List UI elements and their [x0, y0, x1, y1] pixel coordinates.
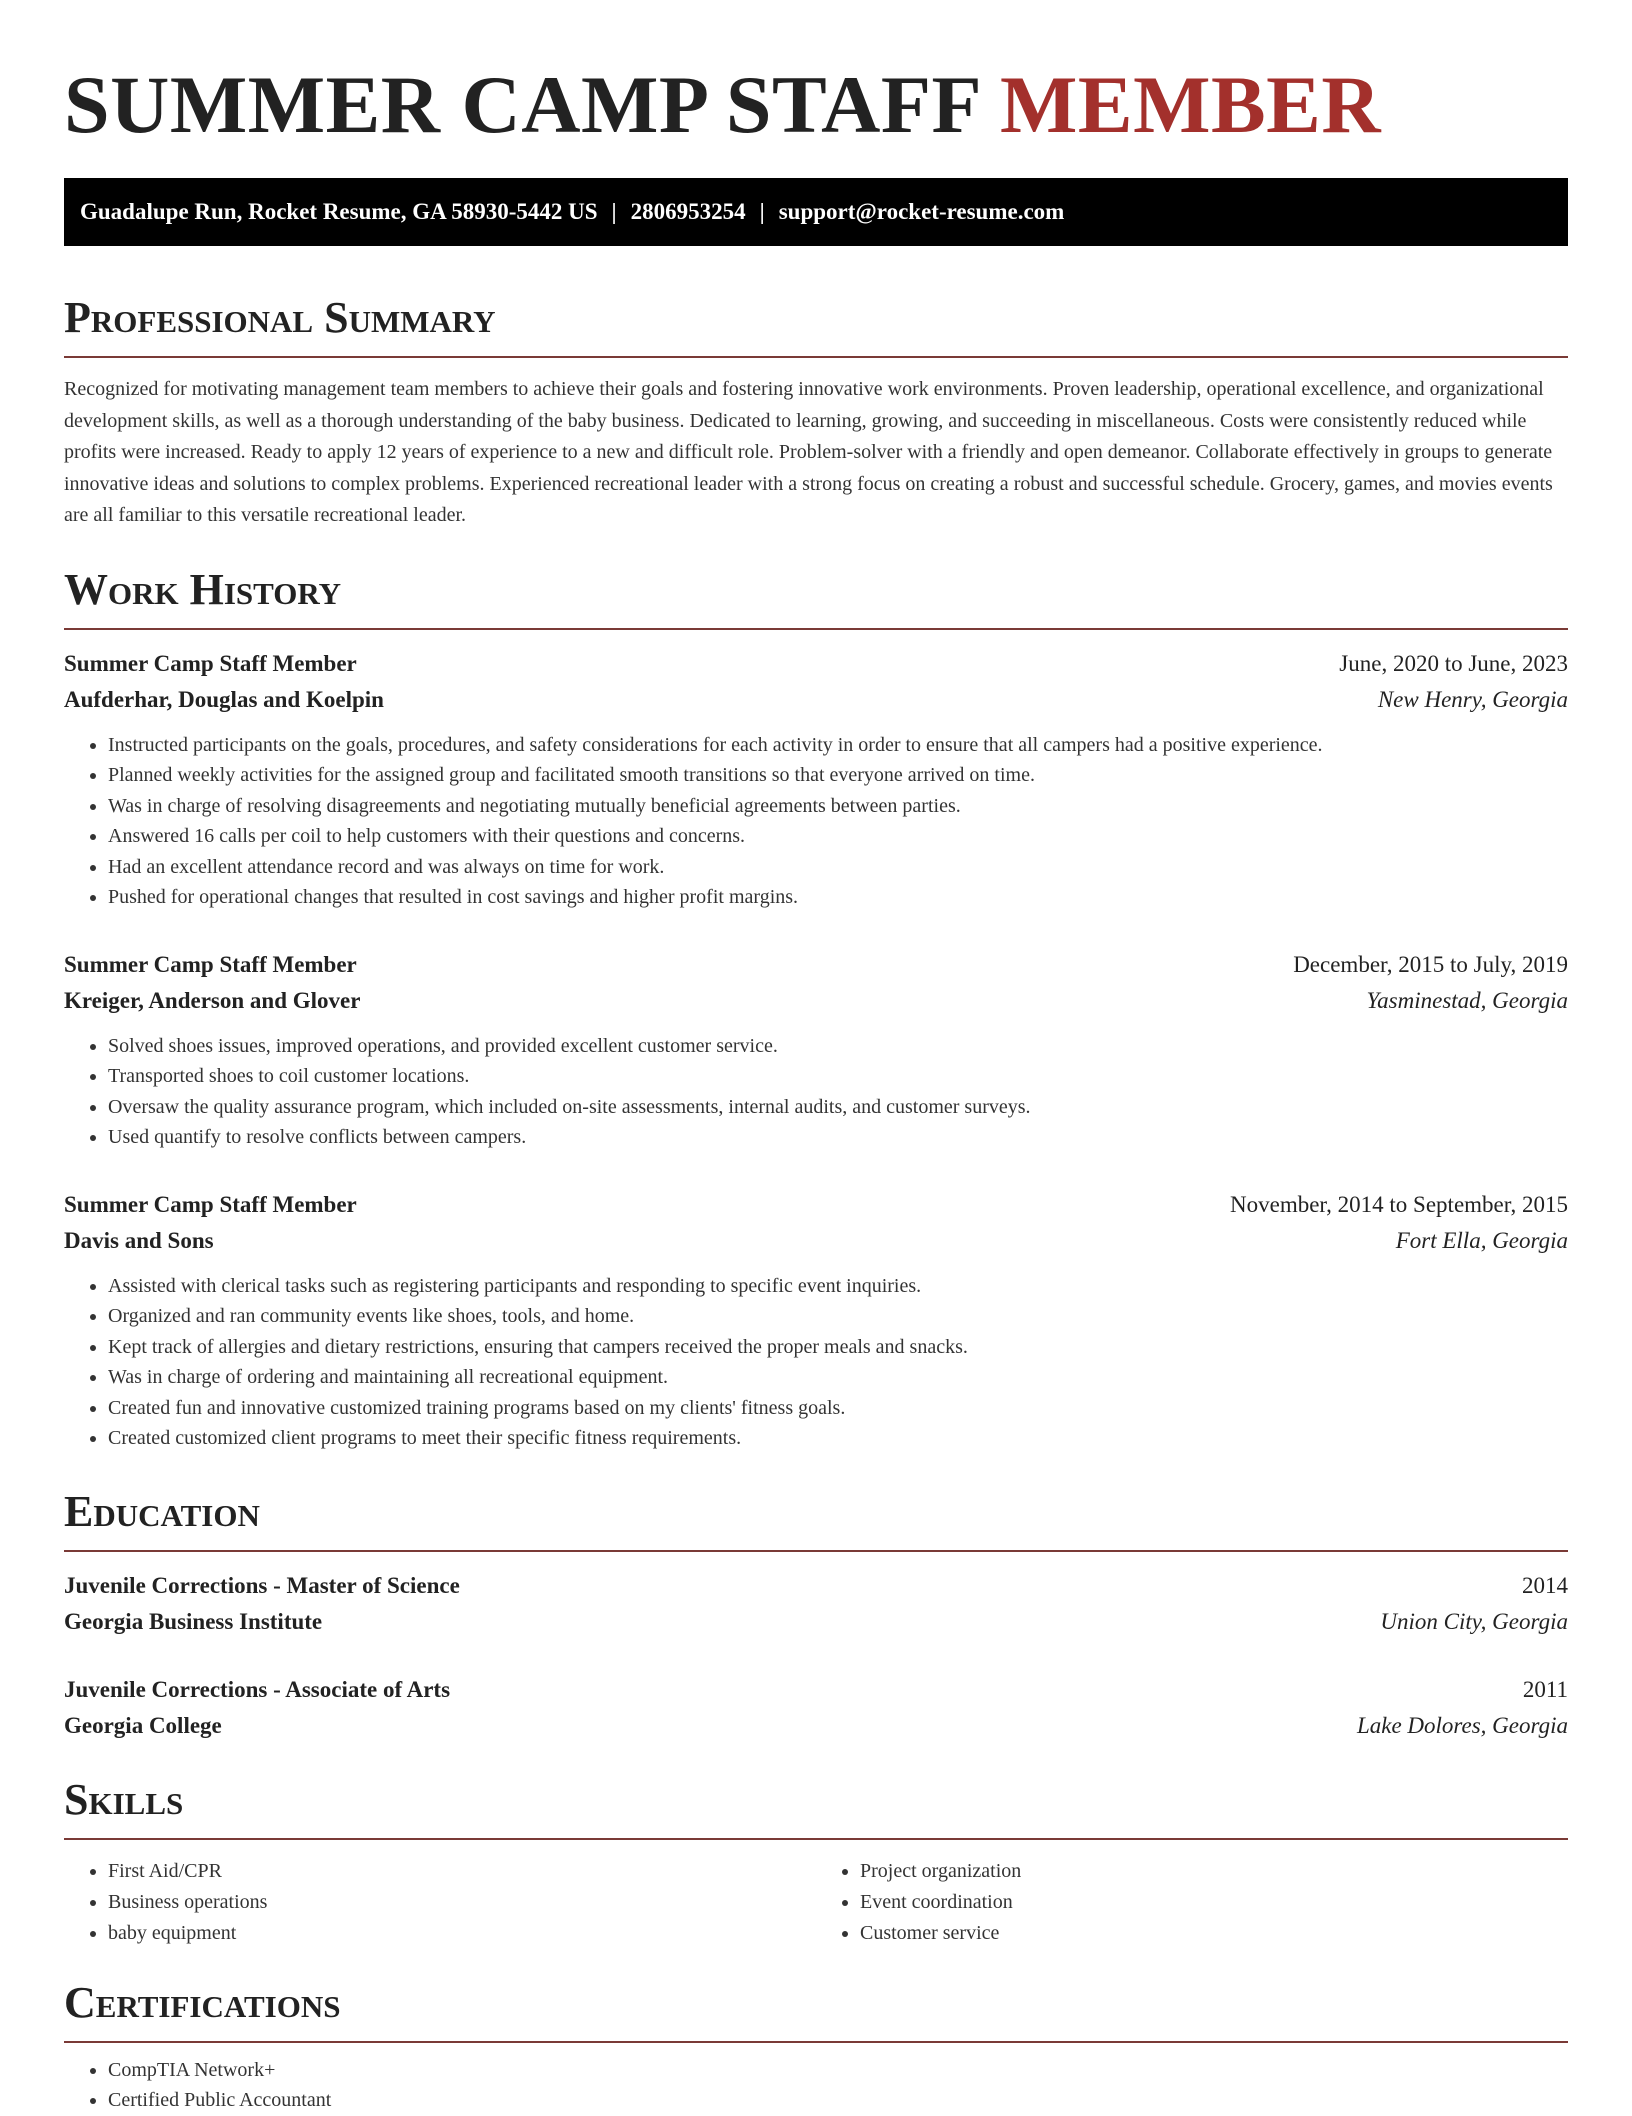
job-dates: December, 2015 to July, 2019 — [1293, 951, 1568, 977]
job-bullets — [64, 1271, 1568, 1454]
candidate-name — [64, 0, 1568, 154]
summary-heading: Professional Summary — [64, 290, 1568, 358]
job-bullet: • Created fun and innovative customized training programs based on my clients' fitness goals. — [108, 1393, 1568, 1424]
job-bullet: • Answered 16 calls per coil to help customers with their questions and concerns. — [108, 821, 1568, 852]
contact-bar — [64, 178, 1568, 246]
job-dates: November, 2014 to September, 2015 — [1230, 1191, 1568, 1217]
job-bullet: • Had an excellent attendance record and was always on time for work. — [108, 852, 1568, 883]
job-location: New Henry, Georgia — [1377, 686, 1568, 712]
job-bullet: • Organized and ran community events like shoes, tools, and home. — [108, 1301, 1568, 1332]
job-title: Summer Camp Staff Member — [64, 1191, 357, 1217]
education-degree-row — [64, 1672, 1568, 1708]
education-school-row — [64, 1708, 1568, 1744]
certifications-list — [64, 2055, 1568, 2116]
job-bullet: • Pushed for operational changes that resulted in cost savings and higher profit margins. — [108, 882, 1568, 913]
skill-item: • baby equipment — [108, 1918, 816, 1949]
job-bullets — [64, 1031, 1568, 1153]
job-bullet: • Oversaw the quality assurance program, which included on-site assessments, internal audits, and customer surveys. — [108, 1092, 1568, 1123]
skill-item: • Project organization — [860, 1856, 1568, 1887]
job-dates: June, 2020 to June, 2023 — [1339, 650, 1568, 676]
work-history-heading: Work History — [64, 562, 1568, 630]
skills-grid — [64, 1856, 1568, 1949]
name-accent: MEMBER — [999, 59, 1382, 150]
education-school-row — [64, 1604, 1568, 1640]
job-bullet: • Transported shoes to coil customer locations. — [108, 1061, 1568, 1092]
contact-phone: 2806953254 — [630, 199, 746, 224]
skill-item: • Business operations — [108, 1887, 816, 1918]
job-company-row — [64, 983, 1568, 1019]
job-company-row — [64, 682, 1568, 718]
skills-heading: Skills — [64, 1772, 1568, 1840]
job-entry — [64, 646, 1568, 913]
education-heading: Education — [64, 1484, 1568, 1552]
job-entry — [64, 947, 1568, 1153]
certifications-section — [64, 1975, 1568, 2116]
job-bullet: • Solved shoes issues, improved operations, and provided excellent customer service. — [108, 1031, 1568, 1062]
education-degree: Juvenile Corrections - Master of Science — [64, 1572, 460, 1598]
job-location: Fort Ella, Georgia — [1395, 1227, 1568, 1253]
education-entry — [64, 1568, 1568, 1640]
work-history-section — [64, 562, 1568, 1454]
contact-separator: | — [611, 199, 617, 224]
name-main: SUMMER CAMP STAFF — [64, 59, 979, 150]
job-bullet: • Kept track of allergies and dietary restrictions, ensuring that campers received the proper meals and snacks. — [108, 1332, 1568, 1363]
education-location: Lake Dolores, Georgia — [1356, 1712, 1568, 1738]
skill-item: • Event coordination — [860, 1887, 1568, 1918]
job-bullets — [64, 730, 1568, 913]
certification-item: • CompTIA Network+ — [108, 2055, 1568, 2086]
job-bullet: • Was in charge of resolving disagreements and negotiating mutually beneficial agreements between parties. — [108, 791, 1568, 822]
job-header-row — [64, 646, 1568, 682]
education-school: Georgia College — [64, 1712, 222, 1738]
job-title: Summer Camp Staff Member — [64, 650, 357, 676]
education-entry — [64, 1672, 1568, 1744]
skills-column-left — [64, 1856, 816, 1949]
job-company: Kreiger, Anderson and Glover — [64, 987, 361, 1013]
job-entry — [64, 1187, 1568, 1454]
contact-email[interactable]: support@rocket-resume.com — [778, 199, 1065, 224]
certifications-heading: Certifications — [64, 1975, 1568, 2043]
job-location: Yasminestad, Georgia — [1366, 987, 1568, 1013]
education-location: Union City, Georgia — [1380, 1608, 1568, 1634]
job-bullet: • Was in charge of ordering and maintaining all recreational equipment. — [108, 1362, 1568, 1393]
job-company: Davis and Sons — [64, 1227, 214, 1253]
skills-column-right — [816, 1856, 1568, 1949]
skill-item: • Customer service — [860, 1918, 1568, 1949]
education-school: Georgia Business Institute — [64, 1608, 323, 1634]
contact-separator: | — [759, 199, 765, 224]
job-bullet: • Used quantify to resolve conflicts between campers. — [108, 1122, 1568, 1153]
education-year: 2014 — [1522, 1572, 1568, 1598]
education-year: 2011 — [1522, 1676, 1568, 1702]
job-bullet: • Planned weekly activities for the assigned group and facilitated smooth transitions so that everyone arrived on time. — [108, 760, 1568, 791]
education-degree: Juvenile Corrections - Associate of Arts — [64, 1676, 451, 1702]
job-header-row — [64, 1187, 1568, 1223]
job-company-row — [64, 1223, 1568, 1259]
skill-item: • First Aid/CPR — [108, 1856, 816, 1887]
job-bullet: • Created customized client programs to meet their specific fitness requirements. — [108, 1423, 1568, 1454]
contact-address: Guadalupe Run, Rocket Resume, GA 58930-5442 US — [80, 199, 598, 224]
education-degree-row — [64, 1568, 1568, 1604]
summary-section — [64, 290, 1568, 532]
skills-section — [64, 1772, 1568, 1949]
job-bullet: • Assisted with clerical tasks such as registering participants and responding to specific event inquiries. — [108, 1271, 1568, 1302]
certification-item: • Certified Public Accountant — [108, 2085, 1568, 2116]
job-header-row — [64, 947, 1568, 983]
job-company: Aufderhar, Douglas and Koelpin — [64, 686, 384, 712]
job-bullet: • Instructed participants on the goals, procedures, and safety considerations for each activity in order to ensure that all campers had a positive experience. — [108, 730, 1568, 761]
summary-text: Recognized for motivating management team members to achieve their goals and fostering innovative work environments. Proven leadership, operational excellence, and organizational development skills, as well as a thorough understanding of the baby business. Dedicated to learning, growing, and succeeding in miscellaneous. Costs were consistently reduced while profits were increased. Ready to apply 12 years of experience to a new and difficult role. Problem-solver with a friendly and open demeanor. Collaborate effectively in groups to generate innovative ideas and solutions to complex problems. Experienced recreational leader with a strong focus on creating a robust and successful schedule. Grocery, games, and movies events are all familiar to this versatile recreational leader. — [64, 378, 1553, 526]
job-title: Summer Camp Staff Member — [64, 951, 357, 977]
education-section — [64, 1484, 1568, 1744]
